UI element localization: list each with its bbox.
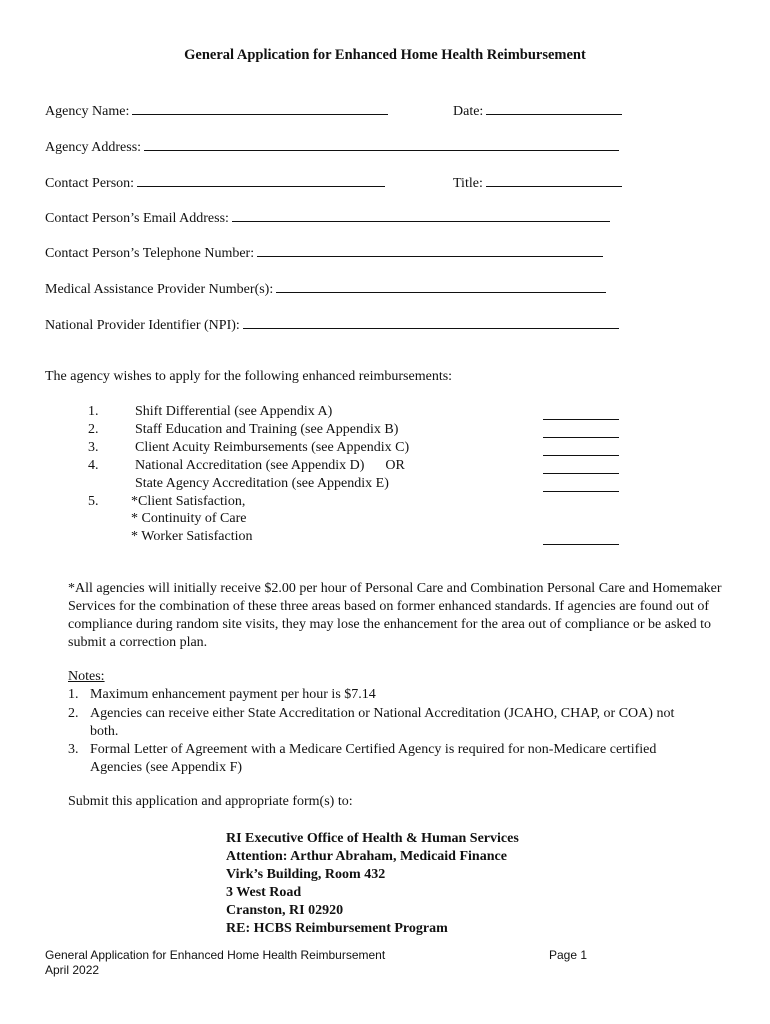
contact-person-label: Contact Person: [45, 176, 135, 191]
list-item-text: * Worker Satisfaction [131, 529, 253, 544]
list-item [88, 494, 245, 510]
list-item [88, 511, 247, 527]
national-accreditation-blank[interactable] [543, 459, 619, 474]
medical-assistance-field [45, 279, 606, 298]
agency-name-input[interactable] [132, 101, 388, 115]
staff-education-blank[interactable] [543, 423, 619, 438]
list-item-number: 4. [88, 458, 99, 473]
telephone-label: Contact Person’s Telephone Number: [45, 246, 255, 261]
note-number: 2. [68, 706, 79, 721]
title-label: Title: [453, 176, 483, 191]
email-label: Contact Person’s Email Address: [45, 211, 229, 226]
client-acuity-blank[interactable] [543, 441, 619, 456]
note-item [68, 741, 738, 777]
list-item [88, 422, 398, 438]
intro-text: The agency wishes to apply for the following enhanced reimbursements: [45, 369, 453, 384]
note-text: Maximum enhancement payment per hour is $7.14 [90, 687, 376, 702]
shift-differential-blank[interactable] [543, 405, 619, 420]
list-item-text: Staff Education and Training (see Appendix B) [135, 422, 399, 437]
note-text-continued: Agencies (see Appendix F) [90, 760, 243, 775]
address-line: Virk’s Building, Room 432 [226, 867, 386, 882]
agency-address-input[interactable] [144, 137, 619, 151]
note-item [68, 705, 748, 741]
address-line: Attention: Arthur Abraham, Medicaid Finance [226, 849, 507, 864]
medical-assistance-input[interactable] [276, 279, 606, 293]
mailing-address [226, 830, 519, 938]
email-input[interactable] [232, 208, 610, 222]
address-line: 3 West Road [226, 885, 302, 900]
address-line: RE: HCBS Reimbursement Program [226, 921, 448, 936]
title-input[interactable] [486, 173, 622, 187]
page-title: General Application for Enhanced Home Health Reimbursement [184, 47, 586, 63]
note-number: 3. [68, 742, 79, 757]
footer-title: General Application for Enhanced Home Health Reimbursement [45, 948, 386, 962]
email-field [45, 208, 610, 227]
contact-person-input[interactable] [137, 173, 385, 187]
page-number: Page 1 [549, 948, 588, 962]
medical-assistance-label: Medical Assistance Provider Number(s): [45, 282, 274, 297]
address-line: Cranston, RI 02920 [226, 903, 344, 918]
date-input[interactable] [486, 101, 622, 115]
note-item [68, 686, 738, 704]
notes-heading: Notes: [68, 669, 105, 684]
list-item [88, 529, 252, 545]
list-item-text: National Accreditation (see Appendix D) [135, 458, 365, 473]
npi-label: National Provider Identifier (NPI): [45, 318, 240, 333]
note-text: Formal Letter of Agreement with a Medicare Certified Agency is required for non-Medicare certified [90, 742, 657, 757]
list-item-text: Shift Differential (see Appendix A) [135, 404, 333, 419]
address-line: RI Executive Office of Health & Human Services [226, 831, 519, 846]
list-item-text: State Agency Accreditation (see Appendix E) [135, 476, 389, 491]
contact-person-field [45, 173, 385, 192]
list-item-suffix: OR [385, 458, 405, 473]
telephone-input[interactable] [257, 243, 603, 257]
agency-name-field [45, 101, 388, 120]
satisfaction-blank[interactable] [543, 530, 619, 545]
enhancement-paragraph: *All agencies will initially receive $2.00 per hour of Personal Care and Combination Personal Care and Homemaker Services for the combination of these three areas based on former enhanced standards. If agencies are found out of compliance during random site visits, they may lose the enhancement for the area out of compliance or be asked to submit a correction plan. [68, 581, 722, 650]
list-item-text: *Client Satisfaction, [131, 494, 246, 509]
agency-address-field [45, 137, 619, 156]
state-accreditation-blank[interactable] [543, 477, 619, 492]
list-item [88, 476, 389, 492]
list-item-number: 3. [88, 440, 99, 455]
list-item [88, 458, 405, 474]
date-label: Date: [453, 104, 484, 119]
list-item-number: 2. [88, 422, 99, 437]
telephone-field [45, 243, 603, 262]
agency-name-label: Agency Name: [45, 104, 130, 119]
list-item-text: Client Acuity Reimbursements (see Appendix C) [135, 440, 410, 455]
list-item-number: 5. [88, 494, 99, 509]
note-text-continued: both. [90, 724, 119, 739]
date-field [453, 101, 622, 120]
list-item [88, 404, 332, 420]
agency-address-label: Agency Address: [45, 140, 142, 155]
list-item [88, 440, 409, 456]
npi-field [45, 315, 619, 334]
list-item-text: * Continuity of Care [131, 511, 247, 526]
note-text: Agencies can receive either State Accreditation or National Accreditation (JCAHO, CHAP, or COA) not [90, 706, 675, 721]
footer-date: April 2022 [45, 963, 100, 977]
list-item-number: 1. [88, 404, 99, 419]
npi-input[interactable] [243, 315, 619, 329]
note-number: 1. [68, 687, 79, 702]
submit-instruction: Submit this application and appropriate form(s) to: [68, 794, 353, 809]
title-field [453, 173, 622, 192]
